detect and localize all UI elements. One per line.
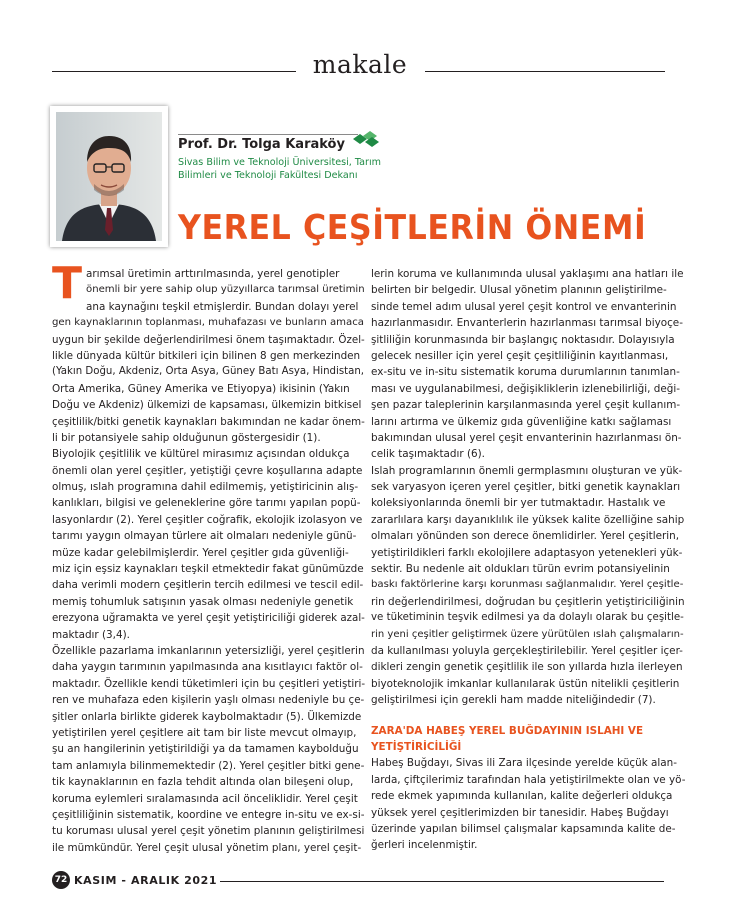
body-text-line: olmaları yönünden son derece önemlidirler. Yerel çeşitlerin, [371,530,680,543]
body-text-line: arımsal üretimin arttırılmasında, yerel genotipler [86,268,340,280]
footer-rule [220,881,664,882]
header-rule-left [52,71,296,72]
body-text-line: şen pazar taleplerinin karşılanmasında yerel çeşit kullanım- [371,399,681,412]
body-text-line: gen kaynaklarının toplanması, muhafazası ve bunların amaca [52,317,365,329]
cube-logo-icon [351,130,381,148]
body-text-line: dikleri zengin genetik çeşitlilik ile son yıllarda hızla ilerleyen [371,661,683,674]
body-text-line: koruma eylemleri sıralamasında acil önceliklidir. Yerel çeşit [52,792,358,805]
body-text-line: ile mümkündür. Yerel çeşit ulusal yönetim planı, yerel çeşit- [52,841,362,854]
body-text-line: ana kaynağını teşkil etmişlerdir. Bundan dolayı yerel [86,300,359,313]
body-text-line: sektir. Bu nedenle ait oldukları türün evrim potansiyelinin [371,563,670,576]
body-text-line: yüksek yerel çeşitlerimizden bir tanesidir. Habeş Buğdayı [371,806,669,819]
body-text-line: önemli bir yere sahip olup yüzyıllarca tarımsal üretimin [86,284,365,296]
section-subheading: ZARA'DA HABEŞ YEREL BUĞDAYININ ISLAHI VE [371,724,644,737]
body-text-line: şitliliğin korunmasında bir başlangıç noktasıdır. Dolayısıyla [371,333,675,346]
author-affiliation-line-2: Bilimleri ve Teknoloji Fakültesi Dekanı [178,170,358,181]
section-kicker: makale [312,50,408,79]
body-text-line: önemli olan yerel çeşitler, yetiştiği çevre koşullarına adapte [52,464,363,477]
body-text-line: ex-situ ve in-situ sistematik koruma durumlarının tanımlan- [371,366,680,379]
body-text-line: celik taşımaktadır (6). [371,448,485,461]
body-text-line: likle dünyada kültür bitkileri için bilinen 8 gen merkezinden [52,349,361,362]
body-text-line: yetiştirildikleri farklı ekolojilere adaptasyon yetenekleri yük- [371,546,683,559]
section-subheading: YETİŞTİRİCİLİĞİ [371,740,462,753]
header-rule-right [425,71,665,72]
body-text-line: ve tüketiminin teşvik edilmesi ya da dolaylı olarak bu çeşitle- [371,612,684,624]
body-text-line: larda, çiftçilerimiz tarafından hala yetiştirilmekte olan ve yö- [371,773,685,786]
body-text-line: şitler onlarla birlikte giderek kaybolmaktadır (5). Ülkemizde [52,710,362,723]
body-text-line: Biyolojik çeşitlilik ve kültürel mirasımız açısından oldukça [52,448,350,461]
body-text-line: belirten bir belgedir. Ulusal yönetim planının geliştirilme- [371,284,667,297]
body-text-line: larını artırma ve ülkemiz gıda güvenliğine katkı sağlaması [371,415,672,428]
body-text-line: koleksiyonlarında önemli bir yer tutmaktadır. Hastalık ve [371,497,666,510]
author-affiliation-line-1: Sivas Bilim ve Teknoloji Üniversitesi, Tarım [178,157,382,168]
body-text-line: erezyona uğramakta ve yerel çeşit yetiştiriciliği giderek azal- [52,612,365,625]
body-text-line: sinde temel adım ulusal yerel çeşit kontrol ve envanterinin [371,300,677,313]
body-text-line: da kullanılması yoluyla gerçekleştirilebilir. Yerel çeşitler içer- [371,644,683,657]
body-text-line: maktadır (3,4). [52,628,130,641]
body-text-line: yetiştirilen yerel çeşitlere ait tam bir liste mevcut olmayıp, [52,726,357,739]
body-text-line: daha verimli modern çeşitlerin tercih edilmesi ve tescil edil- [52,579,364,592]
body-text-line: hazırlanmasıdır. Envanterlerin hazırlanması tarımsal biyoçe- [371,317,683,330]
body-text-line: li bir potansiyele sahip olduğunun göstergesidir (1). [52,431,321,444]
body-text-line: tam anlamıyla bilinmemektedir (2). Yerel çeşitler bitki gene- [52,759,365,772]
article-column-left [52,258,366,856]
body-text-line: olmuş, ıslah programına dahil edilmemiş, yetiştiricinin alış- [52,481,359,494]
body-text-line: miz için eşsiz kaynakları teşkil etmektedir fakat günümüzde [52,563,364,576]
body-text-line: bakımından ulusal yerel çeşit envanterinin hazırlanması ön- [371,431,682,444]
body-text-line: şu an hangilerinin yetiştirildiği ya da tamamen kaybolduğu [52,743,359,756]
body-text-line: geliştirilmesi için gerekli ham madde niteliğindedir (7). [371,694,656,707]
body-text-line: lasyonlardır (2). Yerel çeşitler coğrafik, ekolojik izolasyon ve [52,513,363,526]
author-rule [178,134,358,135]
body-text-line: rede ekmek yapımında kullanılan, kalite değerleri oldukça [371,790,673,803]
body-text-line: üzerinde yapılan bilimsel çalışmalar kapsamında kalite de- [371,822,676,835]
body-text-line: çeşitlilik/bitki genetik kaynakları bakımından ne kadar önem- [52,415,365,428]
body-text-line: rin yeni çeşitler geliştirmek üzere yürütülen ıslah çalışmaların- [371,628,684,640]
body-text-line: daha yaygın tarımının yapılmasında ana kısıtlayıcı faktör ol- [52,661,363,674]
drop-cap: T [52,258,83,309]
article-title: YEREL ÇEŞİTLERİN ÖNEMİ [178,208,647,248]
body-text-line: rin değerlendirilmesi, doğrudan bu çeşitlerin yetiştiriciliğinin [371,595,685,608]
body-text-line: müze kadar gelebilmişlerdir. Yerel çeşitler gıda güvenliği- [52,546,349,559]
body-text-line: uygun bir şekilde değerlendirilmesi önem taşımaktadır. Özel- [52,333,365,346]
body-text-line: zararlılara karşı dayanıklılık ile yüksek kalite özelliğine sahip [371,513,685,526]
body-text-line: sek varyasyon içeren yerel çeşitler, bitki genetik kaynakları [371,481,681,494]
body-text-line: lerin koruma ve kullanımında ulusal yaklaşımı ana hatları ile [371,268,684,280]
issue-date: KASIM - ARALIK 2021 [74,874,218,887]
body-text-line: biyoteknolojik imkanlar kullanılarak üstün nitelikli çeşitlerin [371,677,680,690]
article-column-right [371,266,685,854]
author-photo-frame [50,106,168,247]
body-text-line: tik kaynaklarının en fazla tehdit altında olan bileşeni olup, [52,776,354,789]
body-text-line: çeşitliliğinin sistematik, koordine ve entegre in-situ ve ex-si- [52,808,365,821]
body-text-line: ren ve muhafaza eden kişilerin yaşlı olması nedeniyle bu çe- [52,694,365,707]
body-text-line: gelecek nesiller için yerel çeşit çeşitliliğinin kayıtlanması, [371,349,669,362]
body-text-line: Doğu ve Akdeniz) ülkemizi de kapsaması, ülkemizin bitkisel [52,399,362,412]
author-name: Prof. Dr. Tolga Karaköy [178,137,345,152]
body-text-line: (Yakın Doğu, Akdeniz, Orta Asya, Güney Batı Asya, Hindistan, [52,366,365,378]
body-text-line: Özellikle pazarlama imkanlarının yetersizliği, yerel çeşitlerin [52,644,365,657]
body-text-line: Islah programlarının önemli germplasmını oluşturan ve yük- [371,464,683,477]
body-text-line: baskı faktörlerine karşı korunması sağlanmalıdır. Yerel çeşitle- [371,579,684,591]
body-text-line: ğerleri incelenmiştir. [371,839,478,852]
body-text-line: ması ve uygulanabilmesi, değişikliklerin izlenebilirliği, deği- [371,382,680,395]
author-photo [56,112,162,241]
body-text-line: maktadır. Özellikle kendi tüketimleri için bu çeşitleri yetiştiri- [52,677,366,690]
body-text-line: kanlıkları, bilgisi ve geleneklerine göre tarımı yapılan popü- [52,497,361,510]
body-text-line: tarımı yaygın olmayan türlere ait olmaları nedeniyle günü- [52,530,357,543]
body-text-line: tu koruması ulusal yerel çeşit yönetim planının geliştirilmesi [52,825,365,838]
body-text-line: Habeş Buğdayı, Sivas ili Zara ilçesinde yerelde küçük alan- [371,757,677,770]
body-text-line: Orta Amerika, Güney Amerika ve Etiyopya) ikisinin (Yakın [52,382,350,395]
page-number: 72 [52,871,70,889]
body-text-line: memiş tohumluk satışının yasak olması nedeniyle genetik [52,595,354,608]
